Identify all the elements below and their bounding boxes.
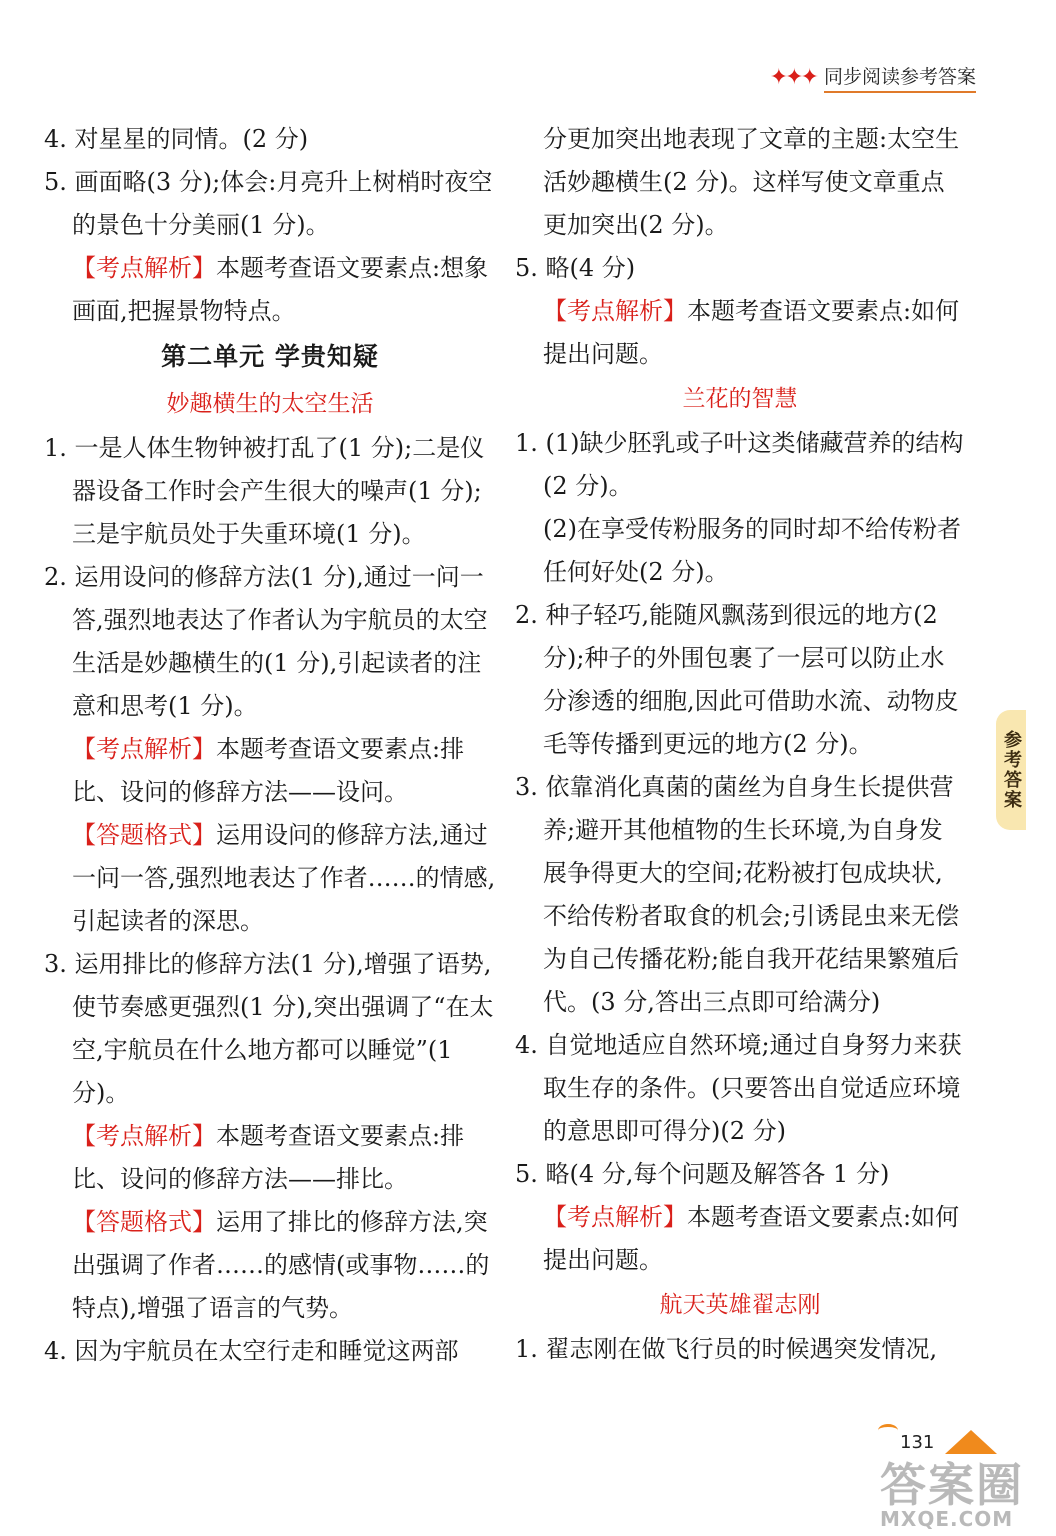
section-title: 妙趣横生的太空生活 bbox=[166, 391, 374, 417]
watermark-line1: 答案圈 bbox=[880, 1458, 1024, 1512]
page-number: 131 bbox=[900, 1432, 935, 1453]
analysis-note bbox=[515, 1196, 965, 1282]
section-title: 兰花的智慧 bbox=[682, 386, 798, 412]
analysis-text: 本题考查语文要素点:想象画面,把握景物特点。 bbox=[72, 254, 489, 325]
analysis-text: 本题考查语文要素点:如何提出问题。 bbox=[543, 1203, 960, 1274]
swoosh-icon bbox=[878, 1424, 898, 1437]
analysis-tag: 【考点解析】 bbox=[543, 297, 687, 325]
watermark-line2: MXQE.COM bbox=[880, 1507, 1014, 1531]
analysis-note bbox=[515, 290, 965, 376]
answer-item: 1. 翟志刚在做飞行员的时候遇突发情况, bbox=[515, 1335, 938, 1363]
answer-item: 1. 一是人体生物钟被打乱了(1 分);二是仪器设备工作时会产生很大的噪声(1 分);三是宇航员处于失重环境(1 分)。 bbox=[44, 434, 485, 548]
analysis-note bbox=[44, 247, 496, 333]
answer-continuation: 分更加突出地表现了文章的主题:太空生活妙趣横生(2 分)。这样写使文章重点更加突出(2 分)。 bbox=[543, 125, 960, 239]
answer-subitem: (2)在享受传粉服务的同时却不给传粉者任何好处(2 分)。 bbox=[543, 515, 961, 586]
answer-item: 5. 略(4 分,每个问题及解答各 1 分) bbox=[515, 1160, 890, 1188]
watermark bbox=[880, 1458, 1024, 1531]
answer-item: 3. 依靠消化真菌的菌丝为自身生长提供营养;避开其他植物的生长环境,为自身发展争得更大的空间;花粉被打包成块状,不给传粉者取食的机会;引诱昆虫来无偿为自己传播花粉;能自我开花结果繁殖后代。(3 分,答出三点即可给满分) bbox=[515, 773, 960, 1016]
right-column bbox=[515, 118, 965, 1371]
answer-item: 1. (1)缺少胚乳或子叶这类储藏营养的结构(2 分)。 bbox=[515, 429, 964, 500]
format-note bbox=[44, 814, 496, 943]
answer-item: 4. 自觉地适应自然环境;通过自身努力来获取生存的条件。(只要答出自觉适应环境的意思即可得分)(2 分) bbox=[515, 1031, 962, 1145]
analysis-text: 本题考查语文要素点:排比、设问的修辞方法——排比。 bbox=[72, 1122, 465, 1193]
side-tab-label: 参考答案 bbox=[996, 710, 1026, 830]
analysis-tag: 【考点解析】 bbox=[72, 254, 216, 282]
answer-item: 3. 运用排比的修辞方法(1 分),增强了语势,使节奏感更强烈(1 分),突出强调了“在太空,宇航员在什么地方都可以睡觉”(1 分)。 bbox=[44, 950, 494, 1107]
analysis-tag: 【考点解析】 bbox=[543, 1203, 687, 1231]
analysis-text: 本题考查语文要素点:如何提出问题。 bbox=[543, 297, 960, 368]
analysis-tag: 【考点解析】 bbox=[72, 735, 216, 763]
mountain-icon bbox=[945, 1430, 997, 1454]
answer-item: 5. 略(4 分) bbox=[515, 254, 636, 282]
analysis-tag: 【考点解析】 bbox=[72, 1122, 216, 1150]
answer-item: 5. 画面略(3 分);体会:月亮升上树梢时夜空的景色十分美丽(1 分)。 bbox=[44, 168, 493, 239]
section-title: 航天英雄翟志刚 bbox=[659, 1292, 821, 1318]
format-note bbox=[44, 1201, 496, 1330]
analysis-note bbox=[44, 728, 496, 814]
answer-item: 4. 对星星的同情。(2 分) bbox=[44, 125, 309, 153]
format-tag: 【答题格式】 bbox=[72, 821, 216, 849]
format-tag: 【答题格式】 bbox=[72, 1208, 216, 1236]
running-header bbox=[770, 62, 976, 93]
format-text: 运用了排比的修辞方法,突出强调了作者……的感情(或事物……的特点),增强了语言的气势。 bbox=[72, 1208, 490, 1322]
answer-item: 2. 运用设问的修辞方法(1 分),通过一问一答,强烈地表达了作者认为宇航员的太空生活是妙趣横生的(1 分),引起读者的注意和思考(1 分)。 bbox=[44, 563, 488, 720]
stars-icon: ✦✦✦ bbox=[769, 65, 816, 90]
analysis-note bbox=[44, 1115, 496, 1201]
header-title: 同步阅读参考答案 bbox=[824, 62, 976, 93]
answer-item: 4. 因为宇航员在太空行走和睡觉这两部 bbox=[44, 1337, 459, 1365]
analysis-text: 本题考查语文要素点:排比、设问的修辞方法——设问。 bbox=[72, 735, 465, 806]
unit-title: 第二单元 学贵知疑 bbox=[161, 342, 379, 371]
format-text: 运用设问的修辞方法,通过一问一答,强烈地表达了作者……的情感,引起读者的深思。 bbox=[72, 821, 496, 935]
answer-item: 2. 种子轻巧,能随风飘荡到很远的地方(2 分);种子的外围包裹了一层可以防止水分渗透的细胞,因此可借助水流、动物皮毛等传播到更远的地方(2 分)。 bbox=[515, 601, 959, 758]
left-column bbox=[44, 118, 496, 1373]
